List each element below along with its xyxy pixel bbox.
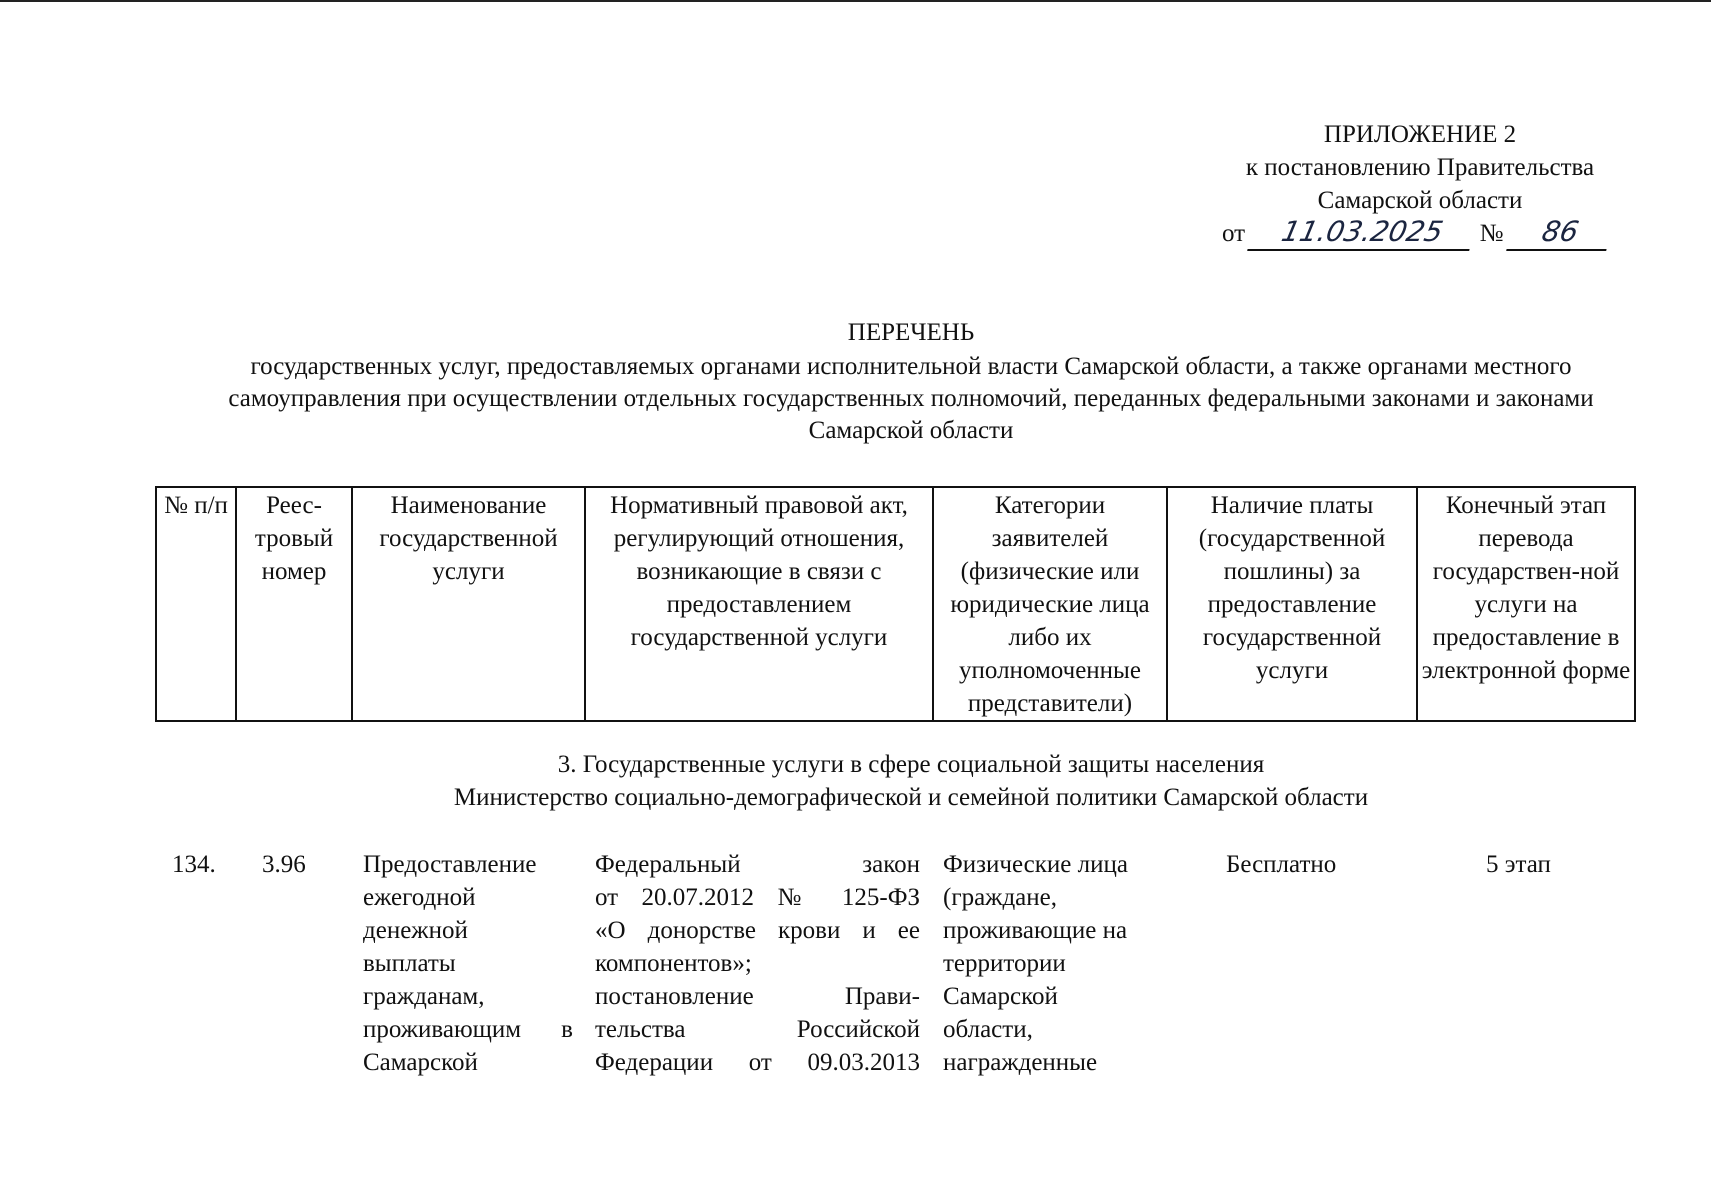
appendix-region: Самарской области [1317,187,1523,214]
legal-act-line: Федерации от 09.03.2013 [595,1049,920,1076]
section-heading-line-1: 3. Государственные услуги в сфере социальной защиты населения [557,751,1265,778]
row-legal-act [595,848,920,1079]
category-line: награжденные [943,1049,1098,1076]
legal-act-line: от 20.07.2012 № 125-ФЗ [595,884,920,911]
service-name-line: проживающим в [363,1016,573,1043]
legal-act-line: тельства Российской [595,1016,920,1043]
row-registry-number: 3.96 [262,851,306,878]
row-payment: Бесплатно [1226,851,1337,878]
section-heading-line-2: Министерство социально-демографической и семейной политики Самарской области [453,784,1369,811]
category-line: (граждане, [943,884,1057,911]
handwritten-date: 11.03.2025 [1248,215,1478,251]
services-table-header [155,486,1636,722]
legal-act-line: компонентов»; [595,950,752,977]
resolution-date-line [1222,214,1622,254]
category-line: территории [943,950,1066,977]
appendix-resolution: к постановлению Правительства [1245,154,1595,181]
row-service-name [363,848,573,1079]
category-line: Самарской [943,983,1058,1010]
service-name-line: гражданам, [363,983,485,1010]
legal-act-line: постановление Прави- [595,983,920,1010]
column-header-final-stage: Конечный этап перевода государствен-ной услуги на предоставление в электронной форме [1417,487,1635,721]
category-line: области, [943,1016,1033,1043]
column-header-registry-number: Реес-тровый номер [236,487,352,721]
service-name-line: денежной [363,917,468,944]
category-line: проживающие на [943,917,1128,944]
category-line: Физические лица [943,851,1128,878]
column-header-service-name: Наименование государственной услуги [352,487,585,721]
handwritten-number: 86 [1506,215,1614,251]
column-header-payment: Наличие платы (государственной пошлины) за предоставление государственной услуги [1167,487,1417,721]
row-number: 134. [172,851,216,878]
document-subtitle: государственных услуг, предоставляемых органами исполнительной власти Самарской области, а также органами местного самоуправления при осуществлении отдельных государственных полномочий, переданных федеральными законами и законами Самарской области [228,353,1594,444]
service-name-line: Предоставление [363,851,537,878]
legal-act-line: Федеральный закон [595,851,920,878]
column-header-legal-act: Нормативный правовой акт, регулирующий отношения, возникающие в связи с предоставлением государственной услуги [585,487,933,721]
appendix-header [1180,118,1660,217]
legal-act-line: «О донорстве крови и ее [595,917,920,944]
service-name-line: ежегодной [363,884,476,911]
section-heading [0,748,1711,814]
column-header-applicant-categories: Категории заявителей (физические или юридические лица либо их уполномоченные представители) [933,487,1167,721]
row-final-stage: 5 этап [1486,851,1551,878]
column-header-number: № п/п [156,487,236,721]
appendix-number: ПРИЛОЖЕНИЕ 2 [1323,121,1517,148]
number-prefix: № [1479,220,1504,247]
service-name-line: Самарской [363,1049,478,1076]
date-prefix: от [1222,220,1246,247]
top-border-line [0,0,1711,2]
service-name-line: выплаты [363,950,456,977]
row-applicant-category [943,848,1163,1079]
document-title: ПЕРЕЧЕНЬ [847,319,975,346]
